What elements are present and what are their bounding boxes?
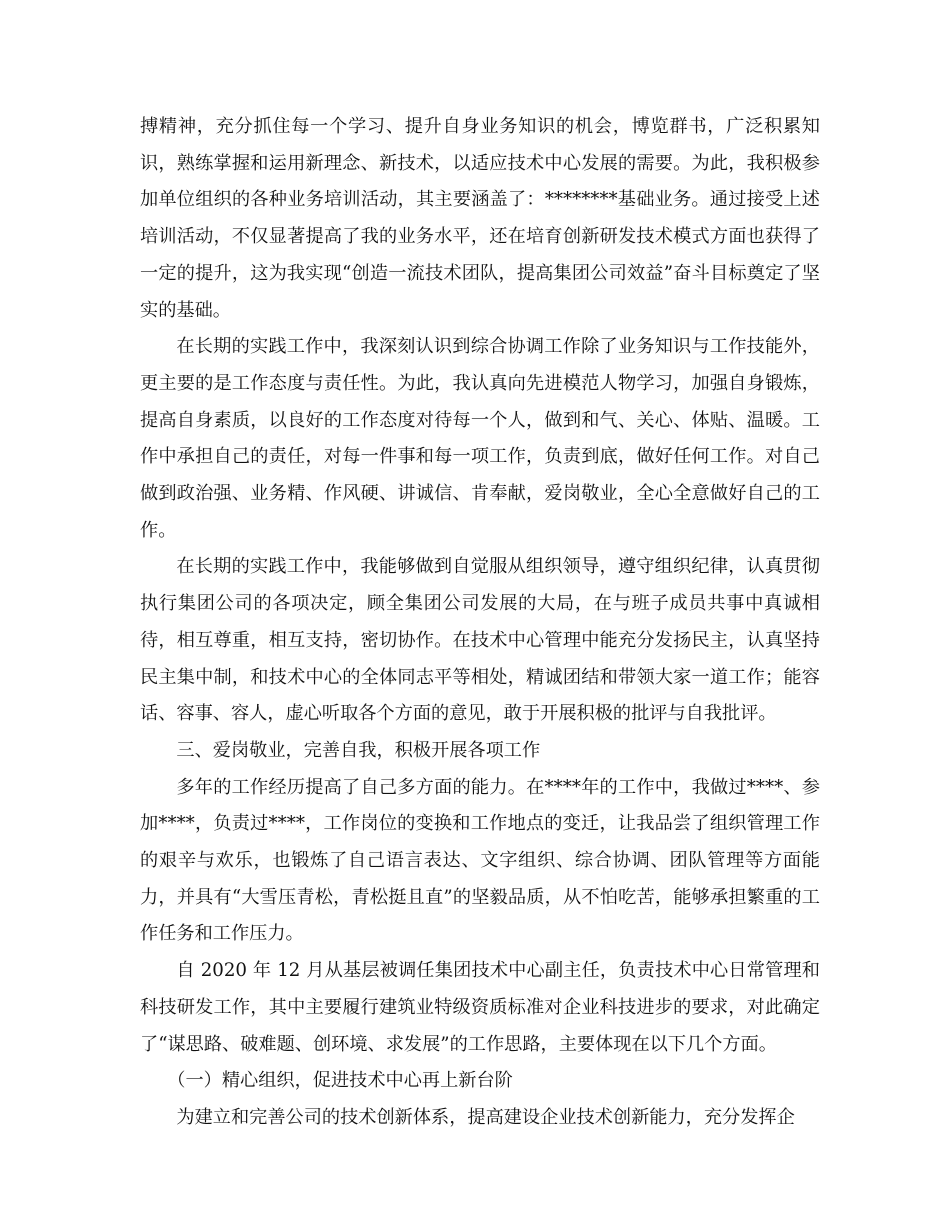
subsection-heading-one: （一）精心组织，促进技术中心再上新台阶 <box>167 1070 513 1092</box>
paragraph-discipline-cooperation: 在长期的实践工作中，我能够做到自觉服从组织领导，遵守组织纪律，认真贯彻执行集团公司的各项决定，顾全集团公司发展的大局，在与班子成员共事中真诚相待，相互尊重，相互支持，密切协作。在技术中心管理中能充分发扬民主，认真坚持民主集中制，和技术中心的全体同志平等相处，精诚团结和带领大家一道工作；能容话、容事、容人，虚心听取各个方面的意见，敢于开展积极的批评与自我批评。 <box>140 556 820 725</box>
paragraph-work-attitude: 在长期的实践工作中，我深刻认识到综合协调工作除了业务知识与工作技能外，更主要的是工作态度与责任性。为此，我认真向先进模范人物学习，加强自身锻炼，提高自身素质，以良好的工作态度对待每一个人，做到和气、关心、体贴、温暖。工作中承担自己的责任，对每一件事和每一项工作，负责到底，做好任何工作。对自己做到政治强、业务精、作风硬、讲诚信、肯奉献，爱岗敬业，全心全意做好自己的工作。 <box>140 336 820 541</box>
paragraph-work-experience: 多年的工作经历提高了自己多方面的能力。在****年的工作中，我做过****、参加****，负责过****，工作岗位的变换和工作地点的变迁，让我品尝了组织管理工作的艰辛与欢乐，也锻炼了自己语言表达、文字组织、综合协调、团队管理等方面能力，并具有“大雪压青松，青松挺且直”的坚毅品质，从不怕吃苦，能够承担繁重的工作任务和工作压力。 <box>140 776 820 945</box>
paragraph-continued-study: 搏精神，充分抓住每一个学习、提升自身业务知识的机会，博览群书，广泛积累知识，熟练掌握和运用新理念、新技术，以适应技术中心发展的需要。为此，我积极参加单位组织的各种业务培训活动，其主要涵盖了：********基础业务。通过接受上述培训活动，不仅显著提高了我的业务水平，还在培育创新研发技术模式方面也获得了一定的提升，这为我实现“创造一流技术团队，提高集团公司效益”奋斗目标奠定了坚实的基础。 <box>140 116 820 321</box>
document-body <box>140 109 820 1137</box>
paragraph-innovation-system: 为建立和完善公司的技术创新体系，提高建设企业技术创新能力，充分发挥企 <box>176 1106 795 1128</box>
section-heading-three: 三、爱岗敬业，完善自我，积极开展各项工作 <box>176 739 541 761</box>
paragraph-appointment: 自 2020 年 12 月从基层被调任集团技术中心副主任，负责技术中心日常管理和科技研发工作，其中主要履行建筑业特级资质标准对企业科技进步的要求，对此确定了“谋思路、破难题、创环境、求发展”的工作思路，主要体现在以下几个方面。 <box>140 960 820 1055</box>
